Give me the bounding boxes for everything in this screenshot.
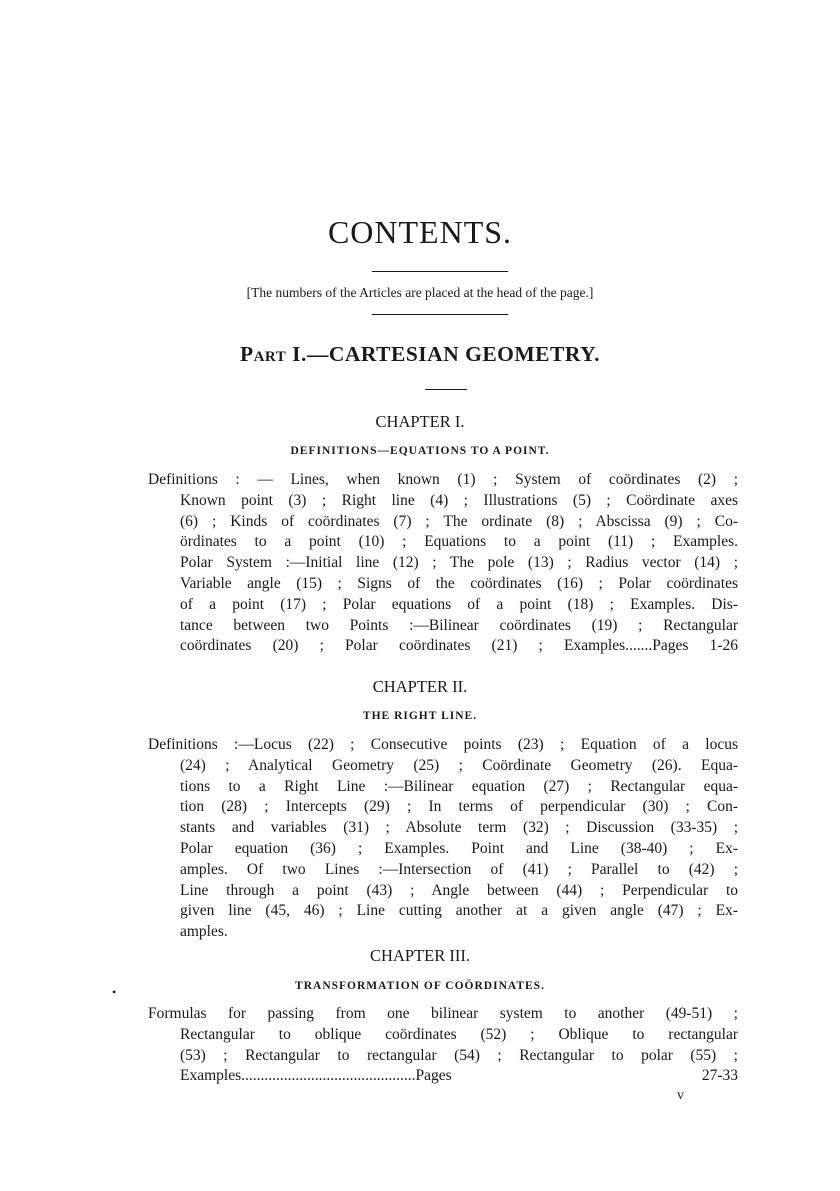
contents-line: Definitions :—Locus (22) ; Consecutive points (23) ; Equation of a locus [148, 736, 738, 753]
chapter-heading: CHAPTER III. [370, 946, 470, 965]
contents-line: (53) ; Rectangular to rectangular (54) ; Rectangular to polar (55) ; [180, 1046, 738, 1064]
contents-line: tions to a Right Line :—Bilinear equation (27) ; Rectangular equa- [180, 777, 738, 795]
contents-line: Variable angle (15) ; Signs of the coördinates (16) ; Polar coördinates [180, 574, 738, 592]
contents-line: tance between two Points :—Bilinear coördinates (19) ; Rectangular [180, 616, 738, 634]
page-title: CONTENTS. [327, 214, 513, 250]
page-folio: v [677, 1088, 684, 1103]
chapter-3-contents [148, 1004, 738, 1087]
contents-line: given line (45, 46) ; Line cutting another at a given angle (47) ; Ex- [180, 902, 738, 920]
chapter-heading: CHAPTER II. [372, 677, 468, 696]
margin-mark: • [112, 985, 117, 999]
contents-line: (24) ; Analytical Geometry (25) ; Coördinate Geometry (26). Equa- [180, 756, 738, 774]
contents-line: Polar System :—Initial line (12) ; The pole (13) ; Radius vector (14) ; [180, 554, 738, 572]
contents-line: stants and variables (31) ; Absolute term (32) ; Discussion (33-35) ; [180, 819, 738, 837]
contents-line: Examples.............................................Pages 27-33 [180, 1067, 738, 1085]
contents-line: Definitions : — Lines, when known (1) ; System of coördinates (2) ; [148, 471, 738, 488]
divider-rule [372, 314, 508, 315]
chapter-1-contents [148, 470, 738, 657]
contents-line: of a point (17) ; Polar equations of a point (18) ; Examples. Dis- [180, 595, 738, 613]
part-heading-prefix: Part [239, 342, 287, 366]
divider-rule [425, 389, 467, 390]
contents-note: [The numbers of the Articles are placed at the head of the page.] [246, 285, 594, 300]
contents-line: Known point (3) ; Right line (4) ; Illustrations (5) ; Coördinate axes [180, 491, 738, 509]
divider-rule [372, 271, 508, 272]
part-heading [0, 342, 840, 367]
contents-line: ördinates to a point (10) ; Equations to a point (11) ; Examples. [180, 533, 738, 551]
contents-line: coördinates (20) ; Polar coördinates (21) ; Examples.......Pages 1-26 [180, 637, 738, 655]
contents-line: Rectangular to oblique coördinates (52) ; Oblique to rectangular [180, 1025, 738, 1043]
chapter-heading: CHAPTER I. [375, 412, 465, 431]
contents-line: (6) ; Kinds of coördinates (7) ; The ordinate (8) ; Abscissa (9) ; Co- [180, 512, 738, 530]
contents-line: Line through a point (43) ; Angle between (44) ; Perpendicular to [180, 881, 738, 899]
chapter-subheading: TRANSFORMATION OF COÖRDINATES. [295, 980, 545, 992]
contents-line: tion (28) ; Intercepts (29) ; In terms of perpendicular (30) ; Con- [180, 798, 738, 816]
chapter-subheading: DEFINITIONS—EQUATIONS TO A POINT. [290, 445, 550, 457]
chapter-subheading: THE RIGHT LINE. [362, 710, 478, 722]
part-heading-rest: I.—CARTESIAN GEOMETRY. [286, 342, 601, 366]
contents-line: Formulas for passing from one bilinear system to another (49-51) ; [148, 1005, 738, 1022]
contents-line: amples. [180, 923, 228, 941]
chapter-2-contents [148, 735, 738, 943]
contents-line: Polar equation (36) ; Examples. Point and Line (38-40) ; Ex- [180, 839, 738, 857]
contents-line: amples. Of two Lines :—Intersection of (41) ; Parallel to (42) ; [180, 860, 738, 878]
